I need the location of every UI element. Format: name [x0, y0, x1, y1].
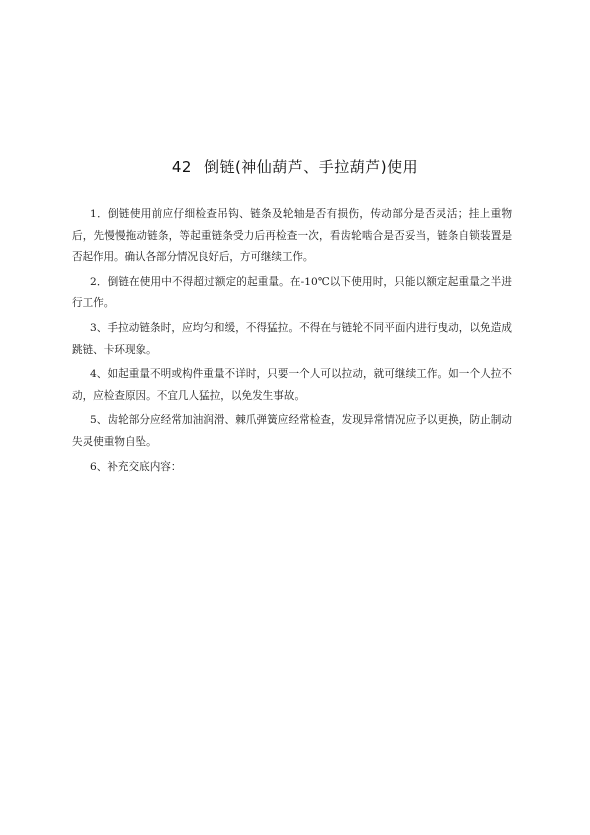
paragraph-4: 4、如起重量不明或构件重量不详时，只要一个人可以拉动，就可继续工作。如一个人拉不动，应检查原因。不宜几人猛拉，以免发生事故。 [72, 368, 512, 402]
document-title [0, 156, 590, 177]
paragraph-2: 2．倒链在使用中不得超过额定的起重量。在-10℃以下使用时，只能以额定起重量之半进行工作。 [72, 275, 512, 310]
paragraph-1: 1．倒链使用前应仔细检查吊钩、链条及轮轴是否有损伤，传动部分是否灵活；挂上重物后，先慢慢拖动链条，等起重链条受力后再检查一次，看齿轮啮合是否妥当，链条自锁装置是否起作用。确认各部分情况良好后，方可继续工作。 [72, 208, 512, 264]
title-number: 42 [171, 158, 192, 176]
title-text: 倒链(神仙葫芦、手拉葫芦)使用 [203, 158, 419, 176]
paragraph-3: 3、手拉动链条时，应均匀和缓，不得猛拉。不得在与链轮不同平面内进行曳动，以免造成跳链、卡环现象。 [72, 321, 512, 356]
document-body [72, 204, 512, 481]
paragraph-6: 6、补充交底内容： [90, 460, 182, 473]
paragraph-5: 5、齿轮部分应经常加油润滑、棘爪弹簧应经常检查，发现异常情况应予以更换，防止制动失灵使重物自坠。 [72, 414, 512, 448]
